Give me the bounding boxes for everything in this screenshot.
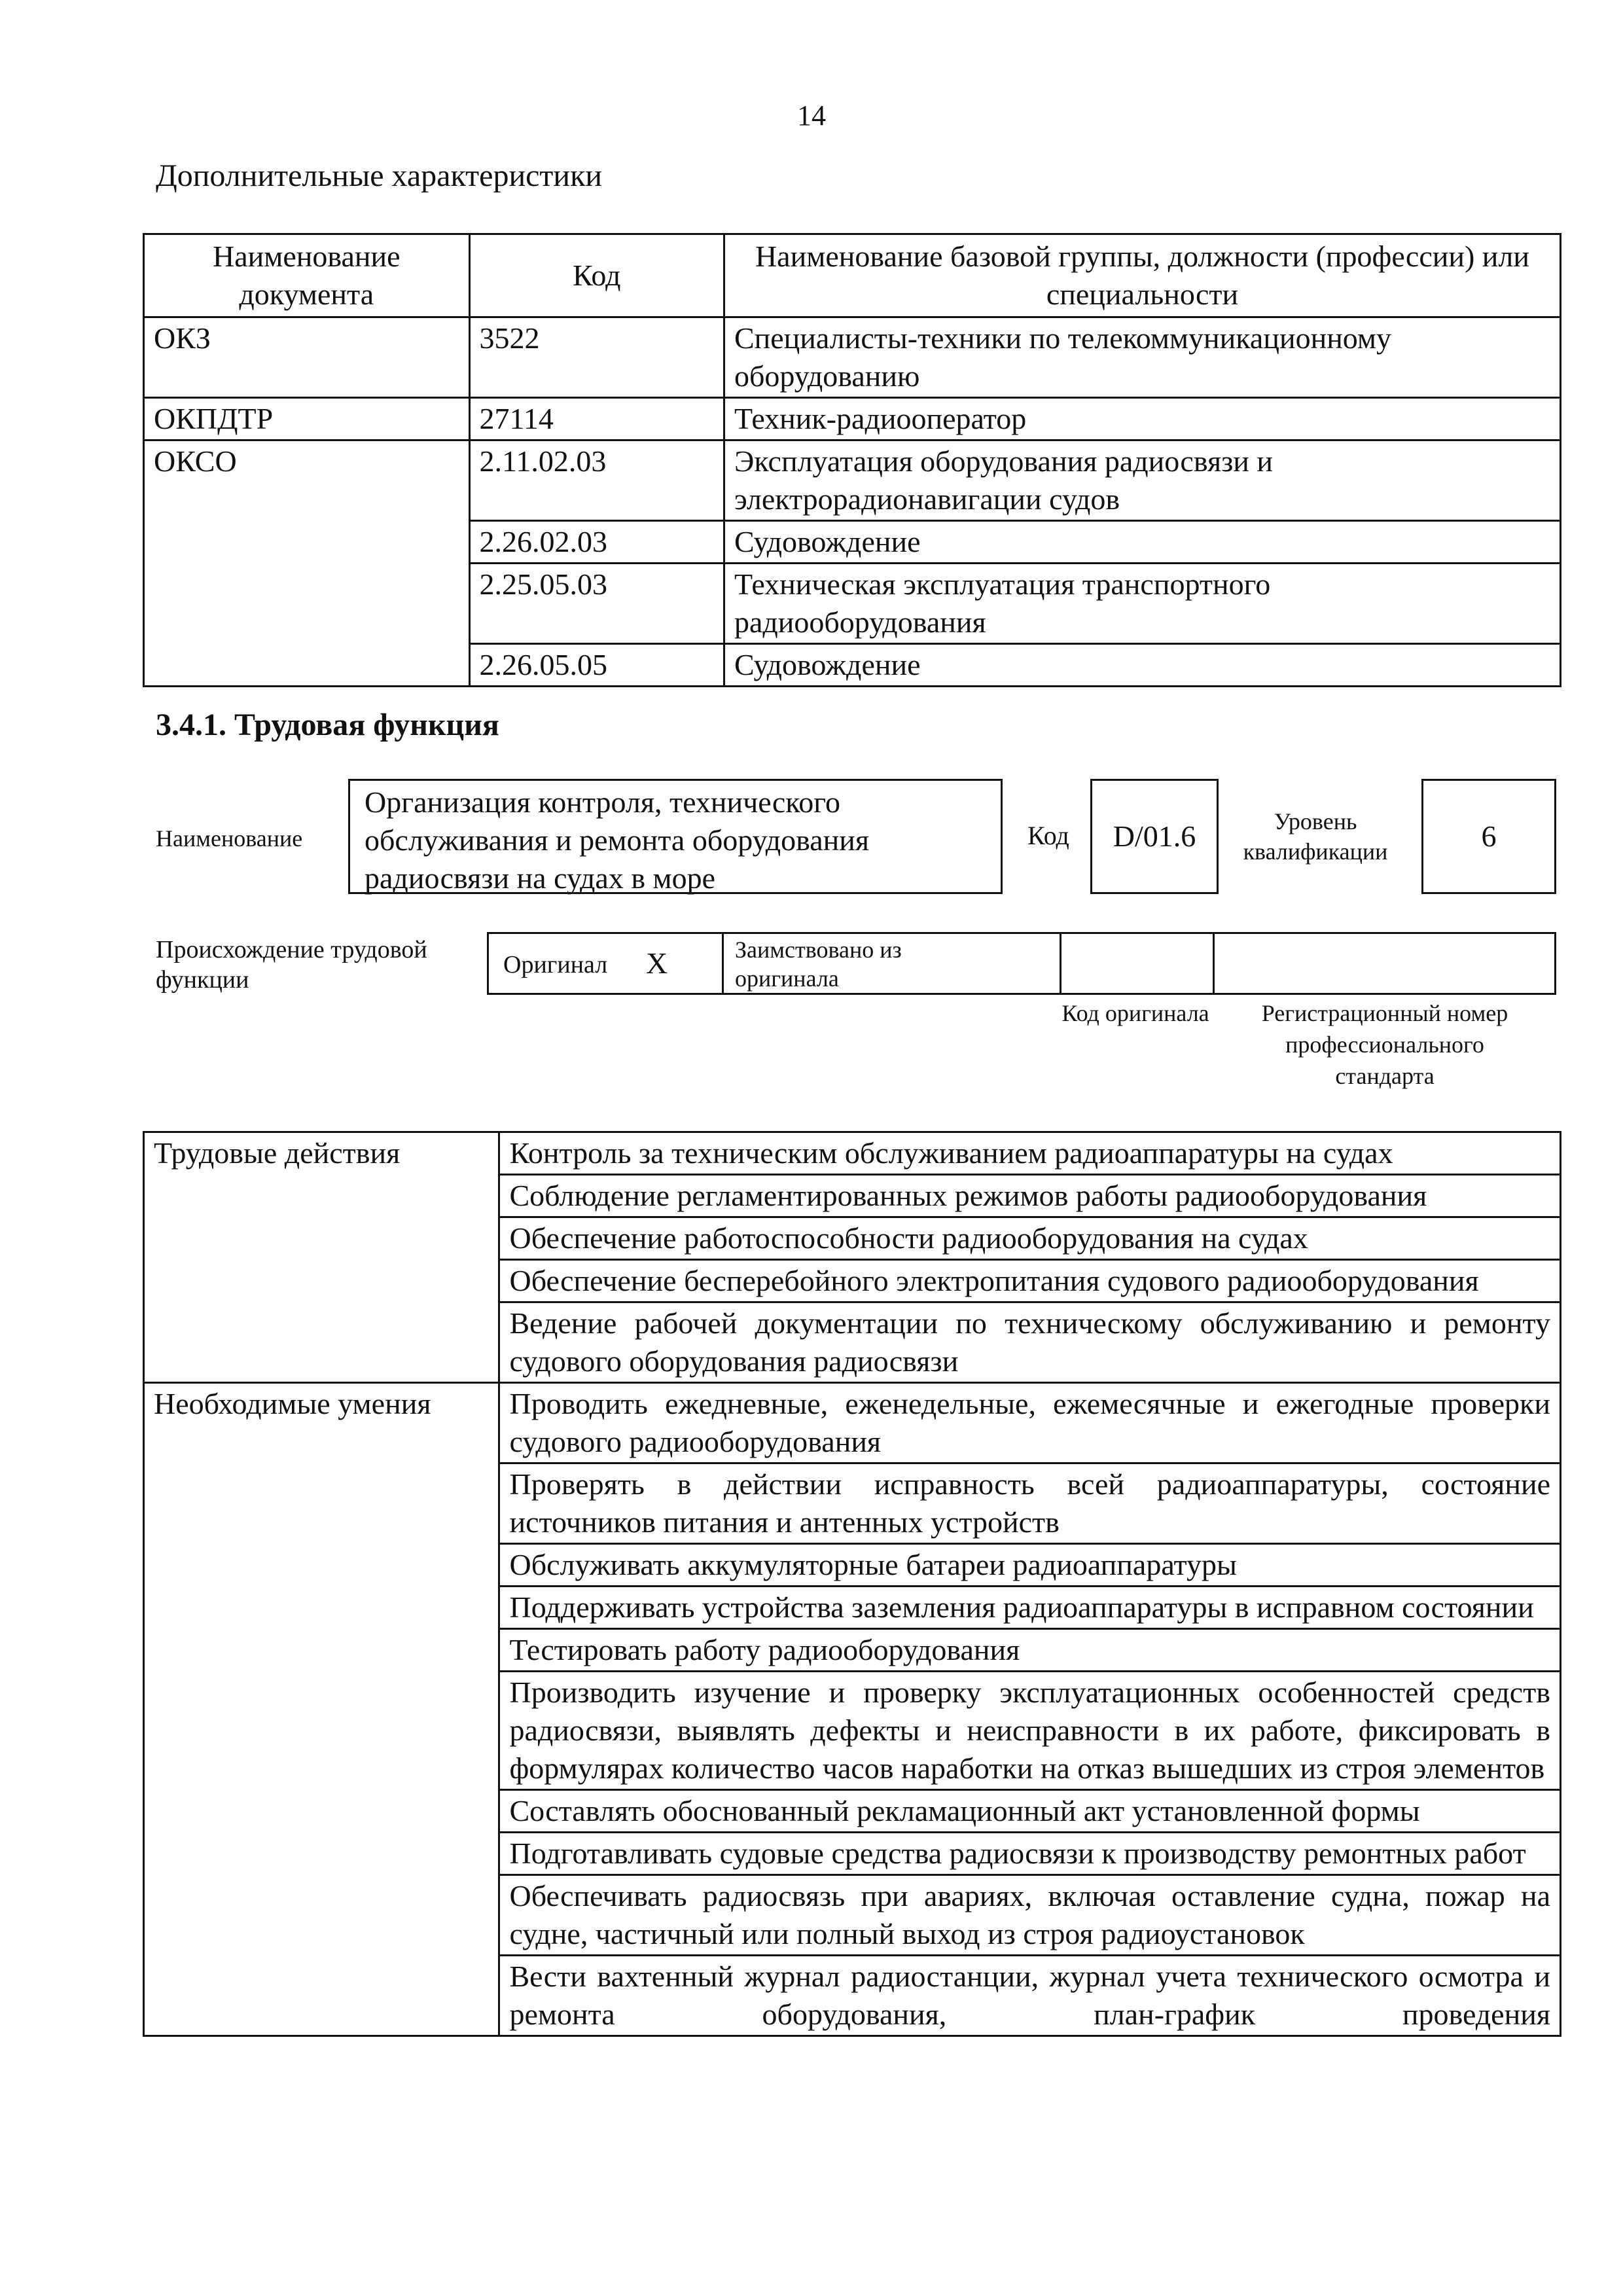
- row-code: 3522: [469, 317, 724, 398]
- row-code: 27114: [469, 398, 724, 440]
- row-name: Техник-радиооператор: [724, 398, 1560, 440]
- row-code: 2.25.05.03: [469, 564, 724, 644]
- function-level-box: [1421, 779, 1556, 894]
- function-level-value: 6: [1481, 819, 1497, 853]
- actions-table: [143, 1131, 1561, 2037]
- origin-original-label: Оригинал: [503, 951, 608, 978]
- function-name-label: Наименование: [156, 825, 303, 852]
- table-row: [144, 1132, 1561, 1175]
- function-name-box: [348, 779, 1003, 894]
- origin-box: [487, 932, 1556, 995]
- list-item: Производить изучение и проверку эксплуатационных особенностей средств радиосвязи, выявлять дефекты и неисправности в их работе, фиксировать в формулярах количество часов наработки на отказ вышедших из строя элементов: [499, 1672, 1561, 1790]
- origin-divider-2: [1060, 934, 1061, 993]
- function-level-label: Уровень квалификации: [1243, 808, 1388, 865]
- row-code: 2.26.05.05: [469, 644, 724, 687]
- list-item: Подготавливать судовые средства радиосвязи к производству ремонтных работ: [499, 1833, 1561, 1875]
- list-item: Проверять в действии исправность всей радиоаппаратуры, состояние источников питания и антенных устройств: [499, 1463, 1561, 1544]
- table-row: [144, 317, 1561, 398]
- row-name: Судовождение: [724, 521, 1560, 564]
- table-row: [144, 398, 1561, 440]
- list-item: Обслуживать аккумуляторные батареи радиоаппаратуры: [499, 1544, 1561, 1587]
- table-row: [144, 1383, 1561, 1463]
- origin-divider-3: [1213, 934, 1215, 993]
- list-item: Контроль за техническим обслуживанием радиоаппаратуры на судах: [499, 1132, 1561, 1175]
- table-row: [144, 440, 1561, 521]
- row-name: Судовождение: [724, 644, 1560, 687]
- list-item: Ведение рабочей документации по техническому обслуживанию и ремонту судового оборудования радиосвязи: [499, 1302, 1561, 1383]
- section-label-skills: Необходимые умения: [144, 1383, 499, 2036]
- list-item: Составлять обоснованный рекламационный акт установленной формы: [499, 1790, 1561, 1833]
- header-group-name: Наименование базовой группы, должности (профессии) или специальности: [724, 234, 1560, 317]
- origin-original-mark: X: [646, 946, 668, 980]
- origin-divider-1: [722, 934, 724, 993]
- origin-label: Происхождение трудовой функции: [156, 936, 427, 994]
- row-name: Эксплуатация оборудования радиосвязи и электрорадионавигации судов: [724, 440, 1560, 521]
- row-code: 2.11.02.03: [469, 440, 724, 521]
- list-item: Обеспечение работоспособности радиооборудования на судах: [499, 1217, 1561, 1260]
- list-item: Обеспечивать радиосвязь при авариях, включая оставление судна, пожар на судне, частичный или полный выход из строя радиоустановок: [499, 1875, 1561, 1956]
- row-doc: ОКСО: [144, 440, 470, 687]
- list-item: Обеспечение бесперебойного электропитания судового радиооборудования: [499, 1260, 1561, 1302]
- list-item: Вести вахтенный журнал радиостанции, журнал учета технического осмотра и ремонта оборудования, план-график проведения: [499, 1956, 1561, 2036]
- function-heading: 3.4.1. Трудовая функция: [156, 708, 499, 742]
- row-name: Техническая эксплуатация транспортного радиооборудования: [724, 564, 1560, 644]
- list-item: Проводить ежедневные, еженедельные, ежемесячные и ежегодные проверки судового радиооборудования: [499, 1383, 1561, 1463]
- origin-borrowed-label: Заимствовано из оригинала: [735, 937, 902, 992]
- list-item: Соблюдение регламентированных режимов работы радиооборудования: [499, 1175, 1561, 1217]
- section-heading: Дополнительные характеристики: [156, 158, 603, 193]
- table-header-row: [144, 234, 1561, 317]
- list-item: Поддерживать устройства заземления радиоаппаратуры в исправном состоянии: [499, 1587, 1561, 1629]
- section-label-actions: Трудовые действия: [144, 1132, 499, 1383]
- row-doc: ОКЗ: [144, 317, 470, 398]
- row-doc: ОКПДТР: [144, 398, 470, 440]
- header-doc-name: Наименование документа: [144, 234, 470, 317]
- header-code: Код: [469, 234, 724, 317]
- origin-reg-caption: Регистрационный номер профессионального стандарта: [1261, 1000, 1508, 1089]
- row-code: 2.26.02.03: [469, 521, 724, 564]
- characteristics-table: [143, 233, 1561, 687]
- page-number: 14: [797, 99, 826, 132]
- list-item: Тестировать работу радиооборудования: [499, 1629, 1561, 1672]
- row-name: Специалисты-техники по телекоммуникационному оборудованию: [724, 317, 1560, 398]
- function-code-box: [1090, 779, 1219, 894]
- function-name-value: Организация контроля, технического обслуживания и ремонта оборудования радиосвязи на судах в море: [365, 785, 870, 895]
- origin-code-caption: Код оригинала: [1061, 1000, 1209, 1026]
- function-code-label: Код: [1027, 821, 1069, 850]
- function-code-value: D/01.6: [1113, 819, 1196, 853]
